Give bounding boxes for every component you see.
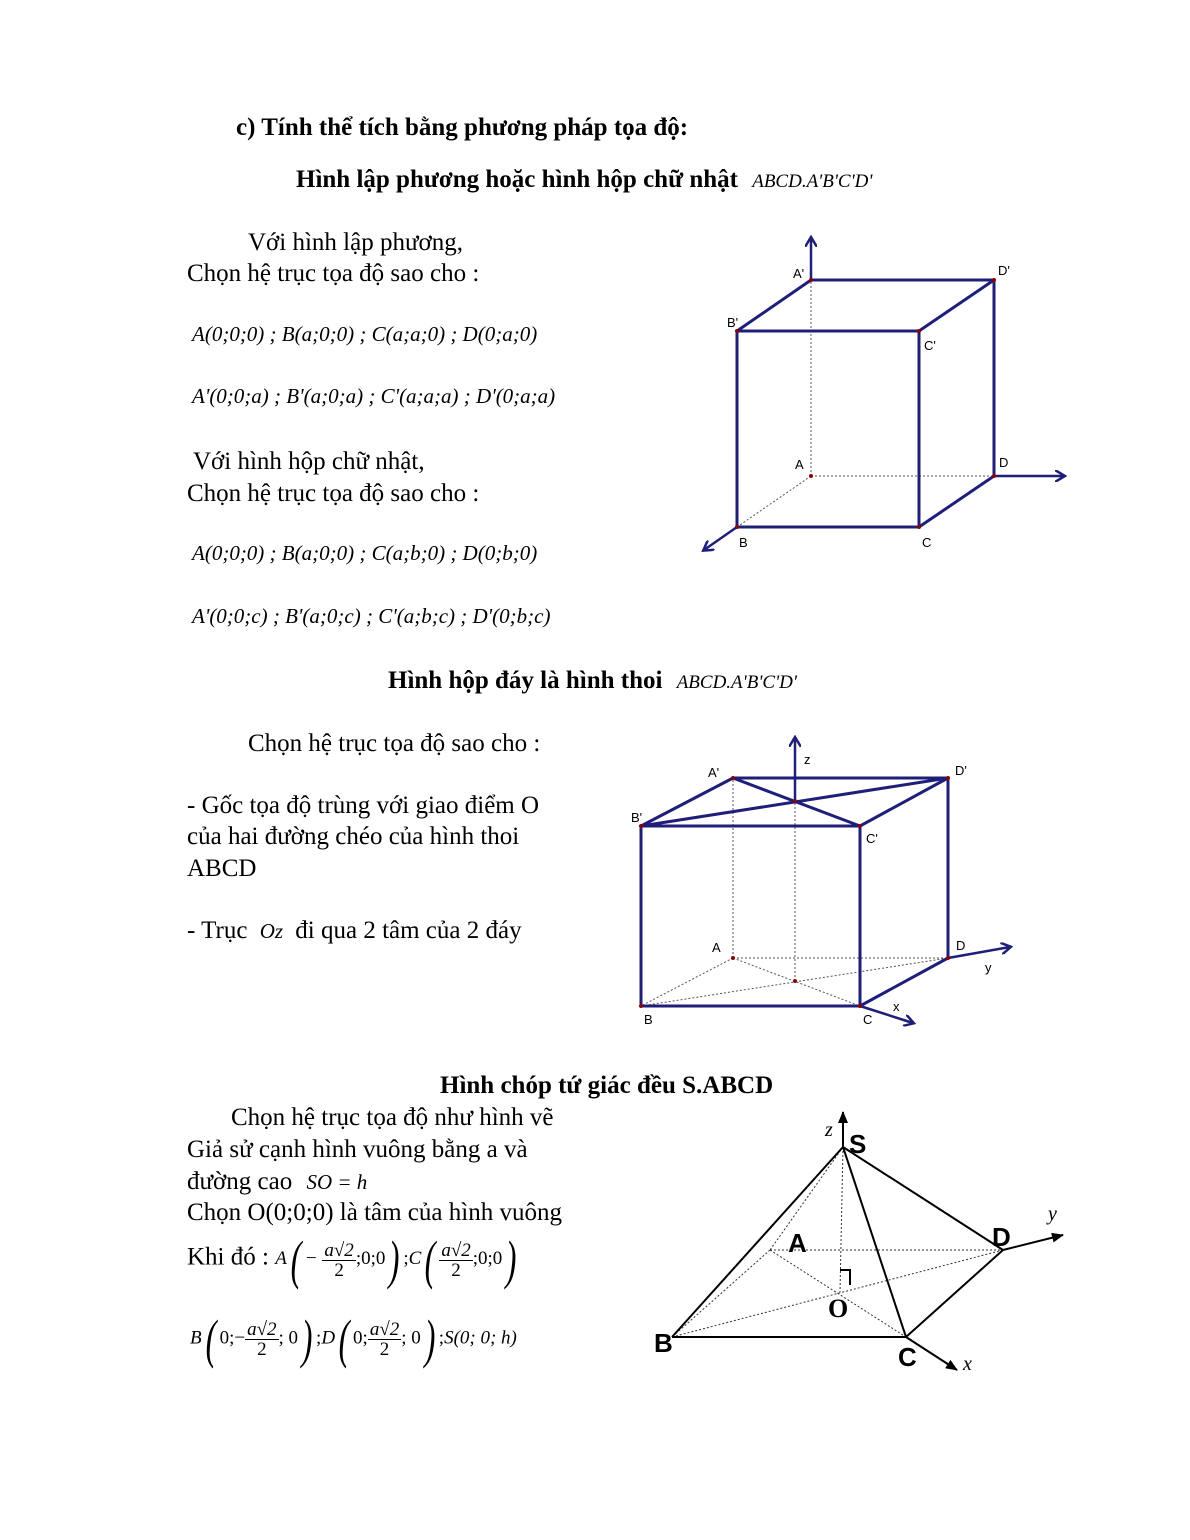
rhombus-line2c: ABCD [187, 855, 257, 882]
cube-label-a1: A' [793, 266, 805, 281]
rhombus-label-x: x [893, 999, 900, 1014]
rhombus-line3-axis: Oz [259, 919, 284, 943]
cube-label-b: B [739, 535, 748, 550]
pyramid-label-y: y [1048, 1203, 1057, 1225]
pyramid-label-c: C [898, 1342, 917, 1372]
rhombus-label-d: D [956, 938, 966, 953]
rhombus-line2a: - Gốc tọa độ trùng với giao điểm O [187, 792, 540, 819]
rhombus-label-a1: A' [708, 765, 720, 780]
cube-label-d: D [999, 455, 1009, 470]
box-coords-2: A'(0;0;c) ; B'(a;0;c) ; C'(a;b;c) ; D'(0;b;c) [192, 604, 551, 628]
rhombus-line3-prefix: - Trục [187, 917, 248, 944]
pyramid-axes [843, 1112, 1063, 1370]
cube-label-b1: B' [727, 315, 739, 330]
pyramid-label-d: D [992, 1222, 1011, 1252]
formula-sep: ; [438, 1327, 445, 1349]
formula-a-name: A [275, 1248, 287, 1270]
rhombus-label-z: z [804, 752, 811, 767]
formula-d-name: D [321, 1327, 336, 1349]
formula-a-tail: ;0;0 [355, 1248, 386, 1270]
pyramid-line4: Chọn O(0;0;0) là tâm của hình vuông [187, 1199, 562, 1226]
rhombus-line3-suffix: đi qua 2 tâm của 2 đáy [295, 917, 522, 944]
rhombus-label-d1: D' [955, 763, 967, 778]
rhombus-line1: Chọn hệ trục tọa độ sao cho : [248, 730, 541, 757]
formula-numerator: a√2 [324, 1239, 354, 1261]
cube-title-text: Hình lập phương hoặc hình hộp chữ nhật [296, 166, 738, 193]
cube-coords-1: A(0;0;0) ; B(a;0;0) ; C(a;a;0) ; D(0;a;0) [192, 322, 538, 346]
formula-paren: ) [424, 1309, 436, 1369]
rhombus-title-formula: ABCD.A'B'C'D' [676, 672, 797, 693]
formula-denominator: 2 [257, 1338, 267, 1360]
rhombus-label-c1: C' [866, 831, 878, 846]
box-intro-line1: Với hình hộp chữ nhật, [193, 448, 425, 475]
cube-label-a: A [795, 457, 804, 472]
formula-c-tail: ;0;0 [472, 1248, 503, 1270]
cube-label-c1: C' [924, 338, 936, 353]
formula-d-head: 0; [353, 1327, 368, 1349]
rhombus-title-text: Hình hộp đáy là hình thoi [388, 667, 663, 694]
formula-b-tail: ; 0 [278, 1327, 299, 1349]
formula-paren: ( [338, 1309, 350, 1369]
formula-denominator: 2 [379, 1338, 390, 1360]
cube-coords-2: A'(0;0;a) ; B'(a;0;a) ; C'(a;a;a) ; D'(0;a;a) [192, 384, 556, 408]
section-heading: c) Tính thể tích bằng phương pháp tọa độ: [236, 114, 689, 141]
cube-title-formula: ABCD.A'B'C'D' [752, 171, 873, 192]
formula-paren: ) [301, 1309, 313, 1369]
pyramid-line2: Giả sử cạnh hình vuông bằng a và [187, 1136, 528, 1163]
pyramid-line5-prefix: Khi đó : [187, 1243, 269, 1271]
pyramid-line3-text: đường cao [187, 1168, 293, 1195]
rhombus-label-a: A [712, 940, 721, 955]
box-coords-1: A(0;0;0) ; B(a;0;0) ; C(a;b;0) ; D(0;b;0) [192, 541, 538, 565]
formula-paren: ( [205, 1309, 216, 1369]
formula-denominator: 2 [451, 1259, 461, 1281]
formula-c-name: C [408, 1248, 422, 1270]
formula-b-head: 0;− [219, 1327, 246, 1349]
pyramid-label-z: z [825, 1119, 833, 1141]
cube-label-d1: D' [998, 263, 1010, 278]
formula-sep: ; [403, 1248, 409, 1270]
cube-intro-line1: Với hình lập phương, [248, 229, 463, 256]
cube-intro-line2: Chọn hệ trục tọa độ sao cho : [187, 260, 480, 287]
formula-paren: ( [424, 1230, 436, 1290]
rhombus-label-b1: B' [631, 810, 643, 825]
pyramid-label-a: A [788, 1228, 807, 1258]
formula-denominator: 2 [334, 1259, 344, 1281]
pyramid-label-s: S [849, 1129, 867, 1159]
formula-paren: ( [290, 1230, 302, 1290]
formula-paren: ) [388, 1230, 400, 1290]
pyramid-section-title: Hình chóp tứ giác đều S.ABCD [440, 1072, 774, 1099]
formula-sep: ; [316, 1327, 322, 1349]
pyramid-line1: Chọn hệ trục tọa độ như hình vẽ [231, 1104, 554, 1131]
rhombus-label-y: y [985, 960, 992, 975]
formula-paren: ) [505, 1230, 517, 1290]
pyramid-label-b: B [654, 1328, 673, 1358]
box-intro-line2: Chọn hệ trục tọa độ sao cho : [187, 480, 480, 507]
formula-b-name: B [190, 1327, 202, 1349]
formula-a-sign: − [304, 1248, 318, 1270]
pyramid-label-o: O [828, 1294, 849, 1323]
formula-s-expr: S(0; 0; h) [444, 1327, 517, 1349]
formula-numerator: a√2 [247, 1318, 277, 1340]
formula-numerator: a√2 [441, 1239, 471, 1261]
pyramid-line3-formula: SO = h [306, 1170, 368, 1194]
cube-label-c: C [922, 535, 932, 550]
formula-numerator: a√2 [369, 1318, 400, 1340]
rhombus-label-c: C [863, 1012, 873, 1027]
rhombus-line2b: của hai đường chéo của hình thoi [187, 823, 520, 850]
pyramid-label-x: x [963, 1353, 972, 1375]
rhombus-label-b: B [644, 1012, 653, 1027]
formula-d-tail: ; 0 [401, 1327, 421, 1349]
